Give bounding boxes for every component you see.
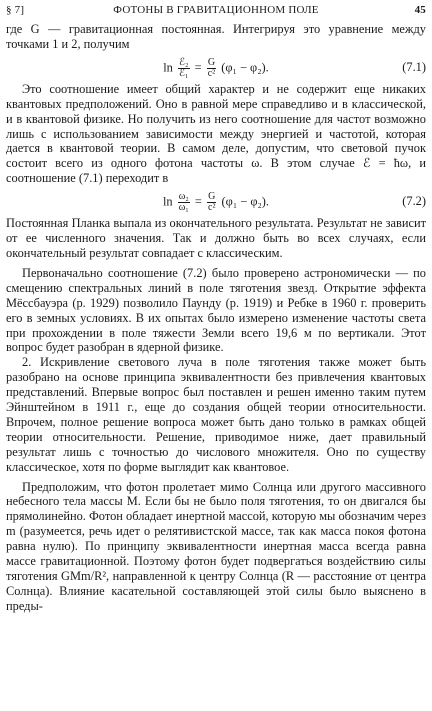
running-title: ФОТОНЫ В ГРАВИТАЦИОННОМ ПОЛЕ [113,4,319,16]
equation-7-1: ln $\frac{\text{ℰ₂}}{\text{ℰ₁}}$ = $\frac{G}{\text{c²}}$ (φ₁ − φ₂). (7.1) [163,56,426,79]
page-number: 45 [414,4,426,16]
paragraph-verification: Первоначально соотношение (7.2) было проверено астрономически — по смещению спектральных линий в поле тяготения звезд. Открытие эффекта Мёссбауэра (р. 1929) позволило Паунду (р. 1919) и Ребке в 1960 г. проверить его в земных условиях. В их опытах было измерено изменение частоты света при прохождении в поле тяжести Земли всего 19,6 м по вертикали. Этот вопрос будет разобран в ядерной физике. [6,265,426,355]
equation-7-2: ln $\frac{\text{ω₂}}{\text{ω₁}}$ = $\frac{G}{\text{c²}}$ (φ₁ − φ₂). (7.2) [162,191,426,214]
paragraph-intro: где G — гравитационная постоянная. Интегрируя это уравнение между точками 1 и 2, получим [6,22,426,51]
running-header [6,4,426,18]
paragraph-light-bending: 2. Искривление светового луча в поле тяготения также может быть разобрано на основе принципа эквивалентности без привлечения квантовых представлений. Впервые вопрос был поставлен и решен именно таким путем Эйнштейном в 1911 г., еще до создания общей теории относительности. Впрочем, полное решение вопроса может быть дано только в рамках общей теории относительности. Решение, приводимое ниже, дает правильный результат лишь с точностью до числового множителя. Оно по существу классическое, хотя по форме выглядит как квантовое. [6,355,426,474]
paragraph-photon-sun: Предположим, что фотон пролетает мимо Солнца или другого массивного небесного тела массы M. Если бы не было поля тяготения, то он двигался бы прямолинейно. Фотон обладает инертной массой, которую мы обозначим через m (разумеется, речь идет о релятивистской массе, так как масса покоя фотона равна нулю). По принципу эквивалентности инертная масса всегда равна массе гравитационной. Поэтому фотон будет подвергаться воздействию силы тяготения GMm/R², направленной к центру Солнца (R — расстояние от центра Солнца). Влияние касательной составляющей этой силы было выяснено в преды- [6,479,426,613]
equation-number: (7.1) [402,59,426,74]
paragraph-planck: Постоянная Планка выпала из окончательного результата. Результат не зависит от ее численного значения. Так и должно быть во всех случаях, если окончательный результат совпадает с классическим. [6,216,426,260]
section-ref: § 7] [6,4,25,16]
paragraph-general: Это соотношение имеет общий характер и не содержит еще никаких квантовых предположений. Оно в равной мере справедливо и в классической, и в квантовой физике. Но получить из него соотношение для частот возможно лишь с использованием зависимости между энергией и частотой, которая дается в квантовой теории. В самом деле, допустим, что световой пучок состоит всего из одного фотона частоты ω. В этом случае ℰ = ħω, и соотношение (7.1) переходит в [6,81,426,186]
equation-number: (7.2) [402,194,426,209]
page-body [6,22,426,614]
